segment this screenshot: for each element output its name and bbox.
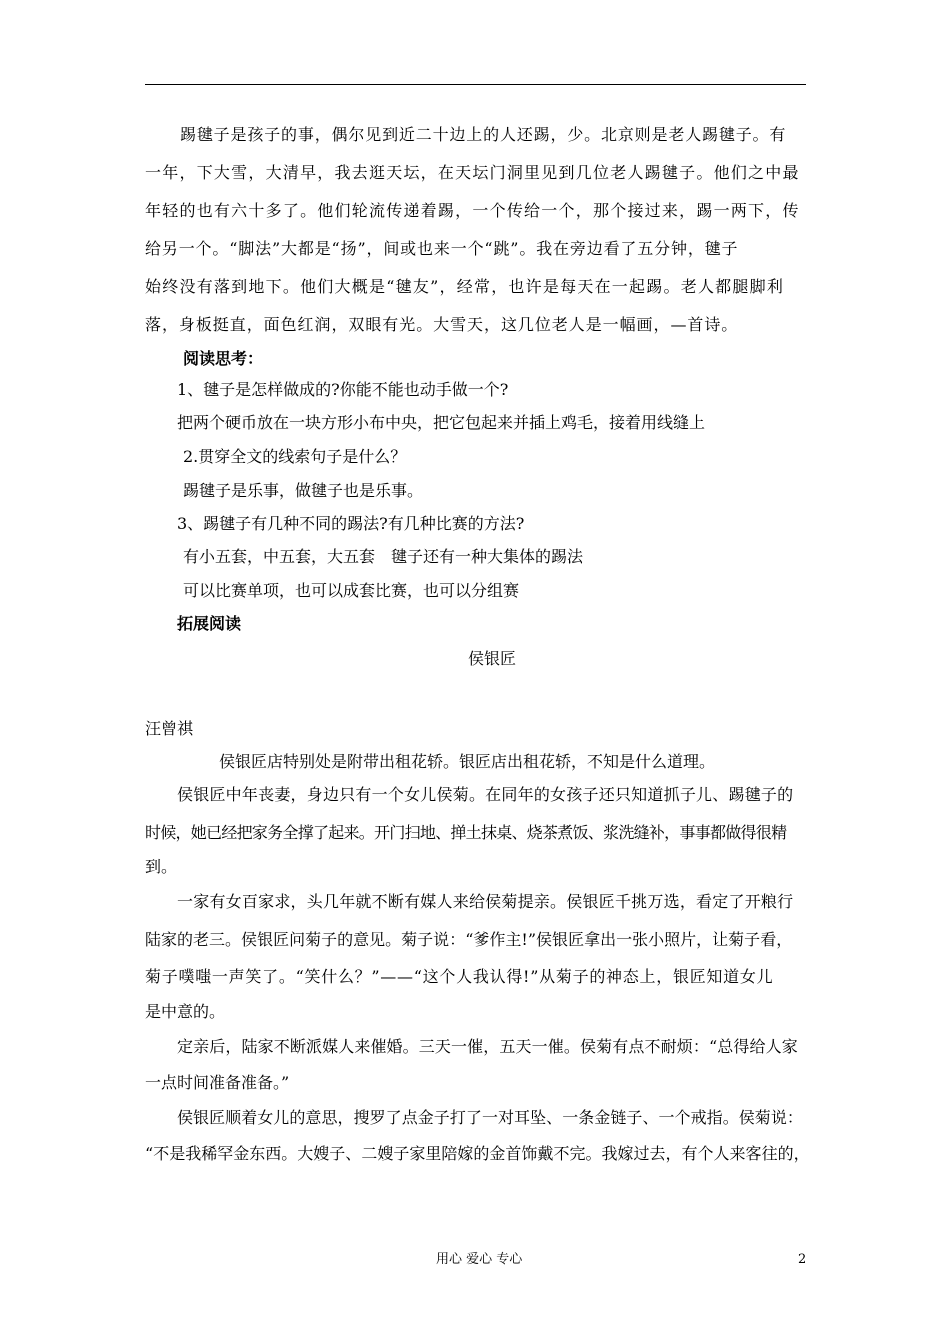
story-line: 是中意的。 <box>145 1002 226 1021</box>
story-author: 汪曾祺 <box>145 719 194 738</box>
text-line: 落，身板挺直，面色红润，双眼有光。大雪天，这几位老人是一幅画，—首诗。 <box>145 315 739 334</box>
text-line: 年轻的也有六十多了。他们轮流传递着踢，一个传给一个，那个接过来，踢一两下，传 <box>145 201 800 220</box>
answer-1: 把两个硬币放在一块方形小布中央，把它包起来并插上鸡毛，接着用线缝上 <box>177 413 706 432</box>
header-rule <box>145 84 806 85</box>
story-line: 到。 <box>145 857 178 876</box>
story-line: 定亲后，陆家不断派媒人来催婚。三天一催，五天一催。侯菊有点不耐烦：“总得给人家 <box>177 1037 798 1056</box>
story-line: 时候，她已经把家务全撑了起来。开门扫地、掸土抹桌、烧茶煮饭、浆洗缝补，事事都做得很精 <box>145 823 787 842</box>
story-line: 侯银匠顺着女儿的意思，搜罗了点金子打了一对耳坠、一条金链子、一个戒指。侯菊说： <box>177 1108 803 1127</box>
question-3: 3、踢毽子有几种不同的踢法?有几种比赛的方法? <box>177 514 525 533</box>
story-line: 侯银匠店特别处是附带出租花轿。银匠店出租花轿，不知是什么道理。 <box>219 752 716 771</box>
question-1: 1、毽子是怎样做成的?你能不能也动手做一个? <box>177 380 509 399</box>
page-number: 2 <box>798 1252 807 1267</box>
reading-heading: 阅读思考： <box>183 349 264 368</box>
text-line: 踢毽子是孩子的事，偶尔见到近二十边上的人还踢，少。北京则是老人踢毽子。有 <box>180 125 787 144</box>
question-2: 2.贯穿全文的线索句子是什么？ <box>183 447 407 466</box>
story-line: 菊子噗嗤一声笑了。“笑什么？”——“这个人我认得!”从菊子的神态上，银匠知道女儿 <box>145 967 774 986</box>
text-line: 一年，下大雪，大清早，我去逛天坛，在天坛门洞里见到几位老人踢毽子。他们之中最 <box>145 163 800 182</box>
footer-motto: 用心 爱心 专心 <box>436 1252 523 1267</box>
story-line: 一家有女百家求，头几年就不断有媒人来给侯菊提亲。侯银匠千挑万选，看定了开粮行 <box>177 892 794 911</box>
story-line: “不是我稀罕金东西。大嫂子、二嫂子家里陪嫁的金首饰戴不完。我嫁过去，有个人来客往的， <box>145 1144 810 1163</box>
story-line: 陆家的老三。侯银匠问菊子的意见。菊子说：“爹作主!”侯银匠拿出一张小照片，让菊子看， <box>145 930 793 949</box>
answer-3-line-1: 有小五套，中五套，大五套 毽子还有一种大集体的踢法 <box>183 547 584 566</box>
story-title: 侯银匠 <box>468 649 517 668</box>
extended-heading: 拓展阅读 <box>177 614 242 633</box>
story-line: 侯银匠中年丧妻，身边只有一个女儿侯菊。在同年的女孩子还只知道抓子儿、踢毽子的 <box>177 785 794 804</box>
text-line: 给另一个。“脚法”大都是“扬”，间或也来一个“跳”。我在旁边看了五分钟，毽子 <box>145 239 739 258</box>
text-line: 始终没有落到地下。他们大概是“毽友”，经常，也许是每天在一起踢。老人都腿脚利 <box>145 277 785 296</box>
story-line: 一点时间准备准备。” <box>145 1073 290 1092</box>
answer-3-line-2: 可以比赛单项，也可以成套比赛，也可以分组赛 <box>183 581 520 600</box>
answer-2: 踢毽子是乐事，做毽子也是乐事。 <box>183 481 424 500</box>
